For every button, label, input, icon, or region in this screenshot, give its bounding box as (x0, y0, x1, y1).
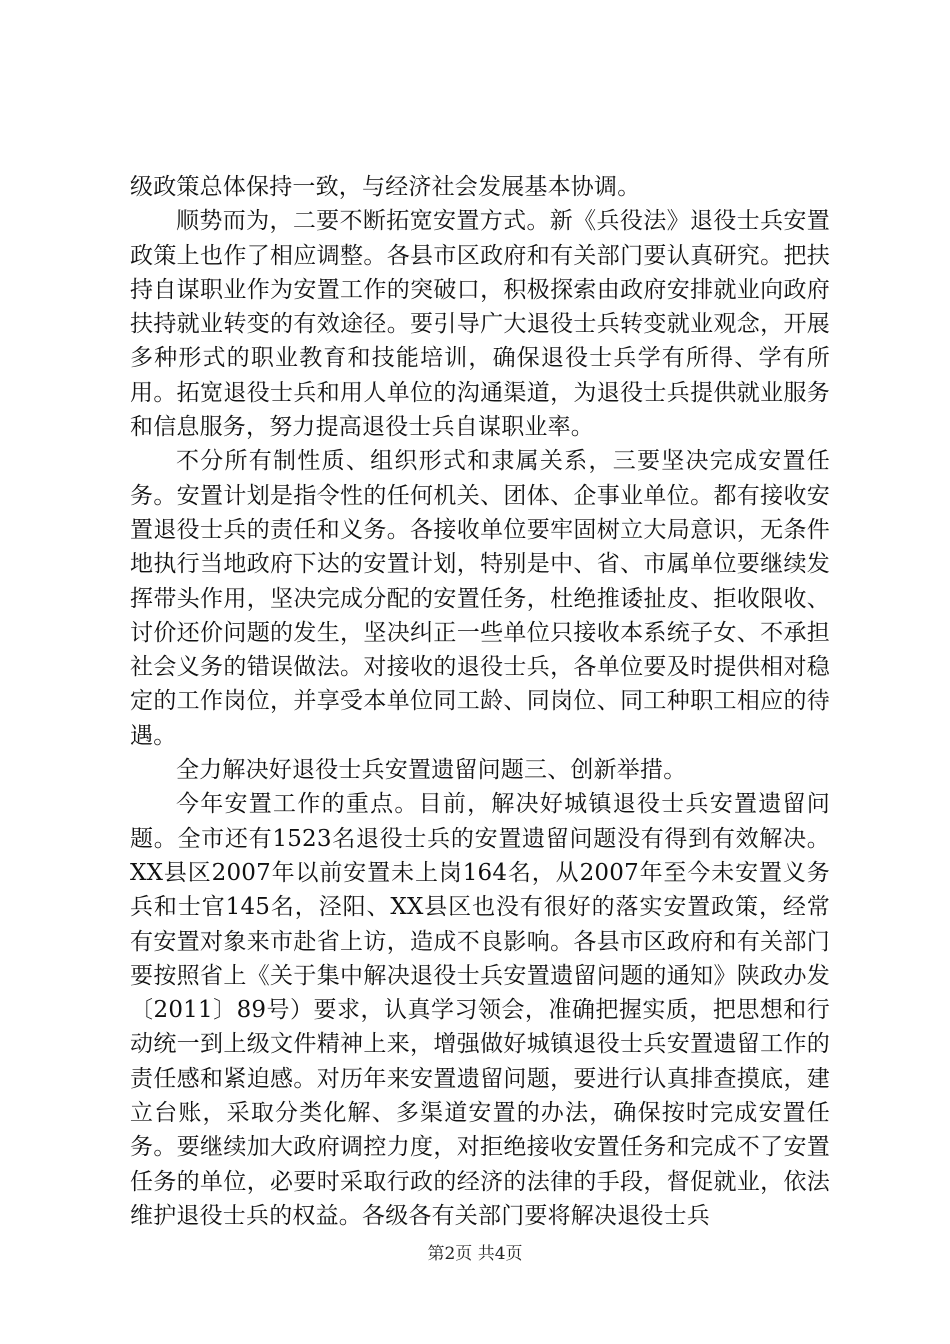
paragraph-1: 级政策总体保持一致，与经济社会发展基本协调。 (130, 174, 641, 200)
paragraph-5: 今年安置工作的重点。目前，解决好城镇退役士兵安置遗留问题。全市还有1523名退役士兵的安置遗留问题没有得到有效解决。XX县区2007年以前安置未上岗164名，从2007年至今未安置义务兵和士官145名，泾阳、XX县区也没有很好的落实安置政策，经常有安置对象来市赴省上访，造成不良影响。各县市区政府和有关部门要按照省上《关于集中解决退役士兵安置遗留问题的通知》陕政办发〔2011〕89号）要求，认真学习领会，准确把握实质，把思想和行动统一到上级文件精神上来，增强做好城镇退役士兵安置遗留工作的责任感和紧迫感。对历年来安置遗留问题，要进行认真排查摸底，建立台账，采取分类化解、多渠道安置的办法，确保按时完成安置任务。要继续加大政府调控力度，对拒绝接收安置任务和完成不了安置任务的单位，必要时采取行政的经济的法律的手段，督促就业，依法维护退役士兵的权益。各级各有关部门要将解决退役士兵 (130, 791, 830, 1229)
paragraph-4: 全力解决好退役士兵安置遗留问题三、创新举措。 (176, 757, 687, 784)
page-footer: 第2页 共4页 (427, 1244, 523, 1264)
paragraph-3: 不分所有制性质、组织形式和隶属关系，三要坚决完成安置任务。安置计划是指令性的任何机关、团体、企事业单位。都有接收安置退役士兵的责任和义务。各接收单位要牢固树立大局意识，无条件地执行当地政府下达的安置计划，特别是中、省、市属单位要继续发挥带头作用，坚决完成分配的安置任务，杜绝推诿扯皮、拒收限收、讨价还价问题的发生，坚决纠正一些单位只接收本系统子女、不承担社会义务的错误做法。对接收的退役士兵，各单位要及时提供相对稳定的工作岗位，并享受本单位同工龄、同岗位、同工种职工相应的待遇。 (130, 448, 830, 749)
paragraph-2: 顺势而为，二要不断拓宽安置方式。新《兵役法》退役士兵安置政策上也作了相应调整。各县市区政府和有关部门要认真研究。把扶持自谋职业作为安置工作的突破口，积极探索由政府安排就业向政府扶持就业转变的有效途径。要引导广大退役士兵转变就业观念，开展多种形式的职业教育和技能培训，确保退役士兵学有所得、学有所用。拓宽退役士兵和用人单位的沟通渠道，为退役士兵提供就业服务和信息服务，努力提高退役士兵自谋职业率。 (130, 208, 830, 441)
body-text (130, 170, 830, 1233)
